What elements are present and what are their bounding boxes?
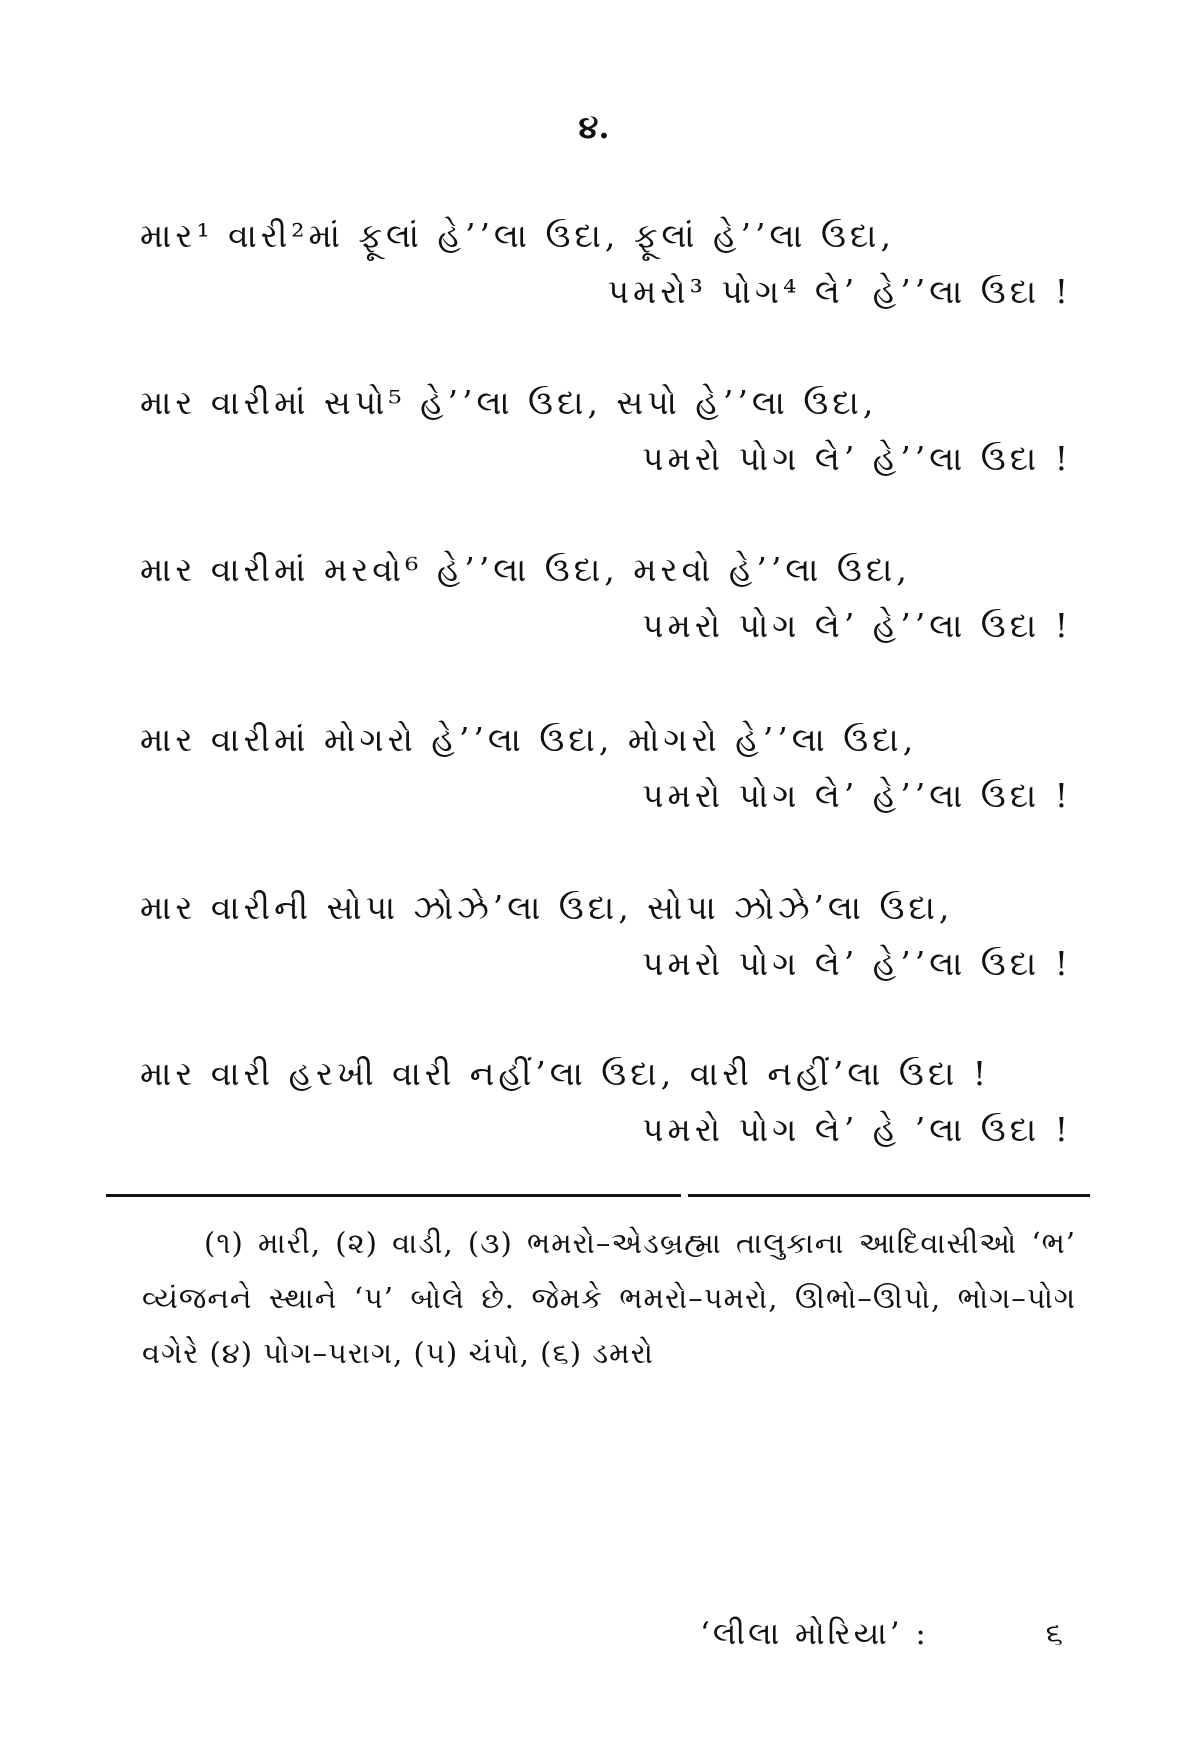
stanza bbox=[140, 542, 1072, 654]
verse-line: માર વારીની સોપા ઝોઝે’લા ઉદા, સોપા ઝોઝે’લા ઉદા, bbox=[140, 888, 954, 927]
stanza bbox=[140, 712, 1072, 824]
page-number: ૪. bbox=[578, 108, 610, 146]
verse-line: માર વારીમાં મોગરો હે’’લા ઉદા, મોગરો હે’’લા ઉદા, bbox=[140, 720, 918, 759]
footnote-divider bbox=[106, 1194, 681, 1197]
stanza bbox=[140, 1046, 1072, 1158]
folio-number: ૬ bbox=[1045, 1616, 1066, 1652]
source-title: ‘લીલા મોરિયા’ : bbox=[700, 1616, 929, 1652]
verse-line: માર¹ વારી²માં ફૂલાં હે’’લા ઉદા, ફૂલાં હે’’લા ઉદા, bbox=[140, 216, 895, 255]
stanza bbox=[140, 880, 1072, 992]
verse-line: માર વારીમાં મરવો⁶ હે’’લા ઉદા, મરવો હે’’લા ઉદા, bbox=[140, 550, 911, 589]
refrain-line: પમરો પોગ લે’ હે’’લા ઉદા ! bbox=[642, 944, 1072, 983]
refrain-line: પમરો પોગ લે’ હે’’લા ઉદા ! bbox=[642, 606, 1072, 645]
page-footer bbox=[700, 1616, 1070, 1653]
refrain-line: પમરો પોગ લે’ હે’’લા ઉદા ! bbox=[642, 439, 1072, 478]
refrain-line: પમરો પોગ લે’ હે’’લા ઉદા ! bbox=[642, 776, 1072, 815]
refrain-line: પમરો³ પોગ⁴ લે’ હે’’લા ઉદા ! bbox=[607, 272, 1072, 311]
stanza bbox=[140, 375, 1072, 487]
verse-line: માર વારીમાં સપો⁵ હે’’લા ઉદા, સપો હે’’લા ઉદા, bbox=[140, 383, 878, 422]
stanza bbox=[140, 208, 1072, 320]
verse-line: માર વારી હરખી વારી નહીં’લા ઉદા, વારી નહીં’લા ઉદા ! bbox=[140, 1054, 991, 1093]
footnotes: (૧) મારી, (૨) વાડી, (૩) ભમરો–એડબ્રહ્મા તાલુકાના આદિવાસીઓ ‘ભ’ વ્યંજનને સ્થાને ‘પ’ બોલે છે. જેમકે ભમરો–પમરો, ઊભો–ઊપો, ભોગ–પોગ વગેરે (૪) પોગ–પરાગ, (૫) ચંપો, (૬) ડમરો bbox=[142, 1226, 1076, 1370]
refrain-line: પમરો પોગ લે’ હે ’લા ઉદા ! bbox=[642, 1110, 1072, 1149]
footnote-divider bbox=[688, 1194, 1090, 1197]
